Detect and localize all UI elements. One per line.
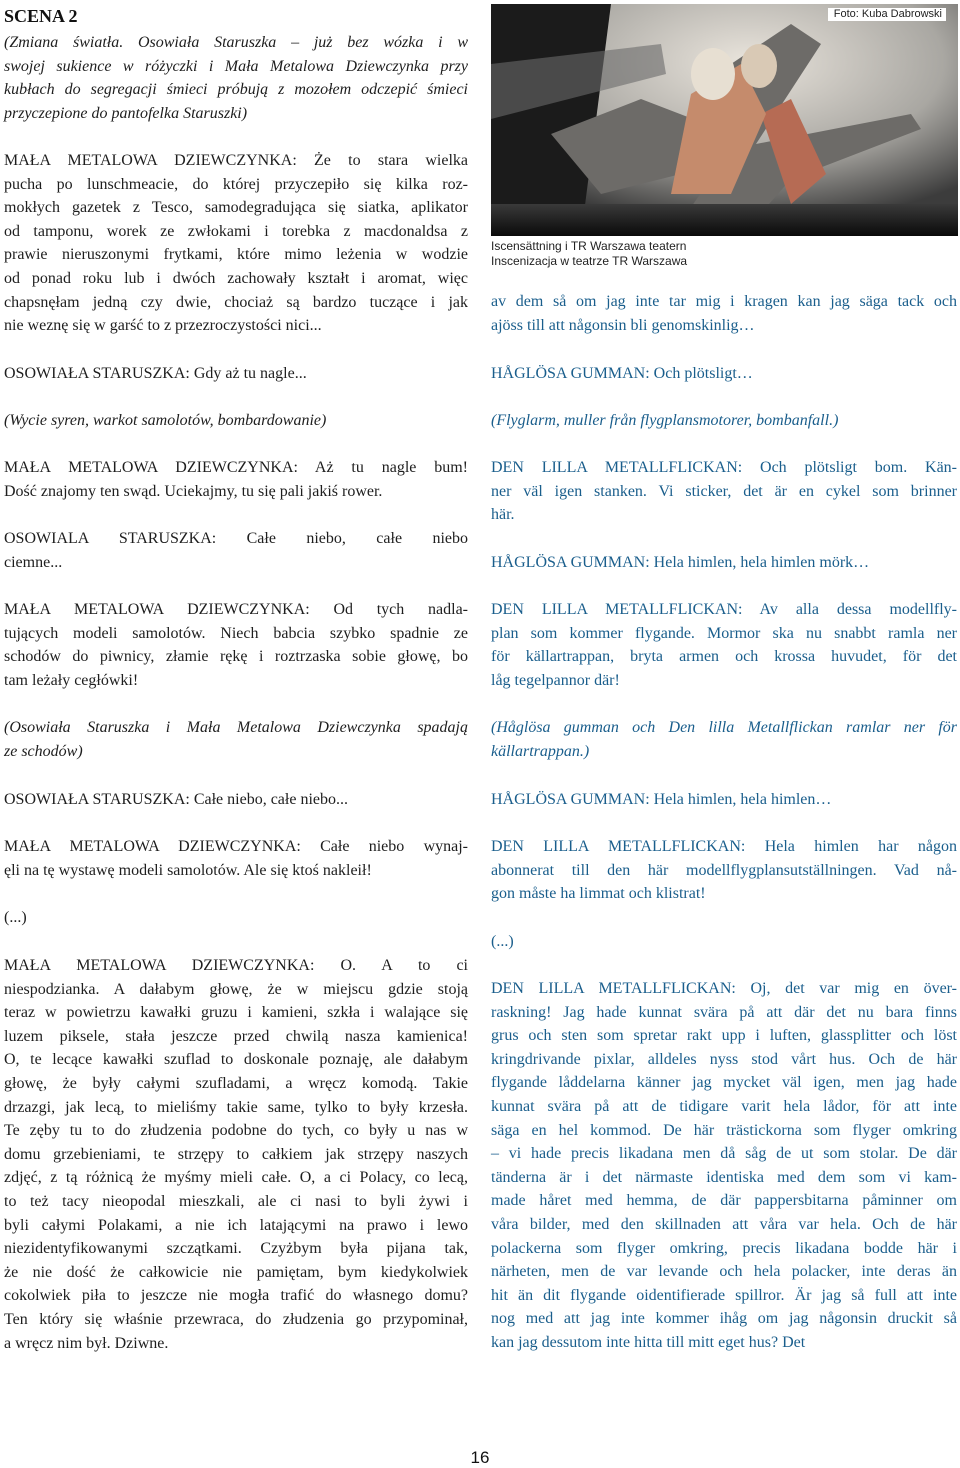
scene-title: SCENA 2 <box>4 6 78 26</box>
text-line: ęli na tę wystawę modeli samolotów. Ale się ktoś nakleił! <box>4 861 372 879</box>
text-line: ajöss till att någonsin bli genomskinlig… <box>491 316 755 334</box>
photo-caption-swedish: Iscensättning i TR Warszawa teatern <box>491 239 687 253</box>
text-line: OSOWIAŁA STARUSZKA: Całe niebo, całe niebo... <box>4 791 348 808</box>
text-line: raskning! Jag hade kunnat svära på att där det nu bara finns <box>491 1003 957 1021</box>
text-line: domu grzebieniami, te strzępy to całkiem jak strzępy naszych <box>4 1145 468 1163</box>
text-line: (Håglösa gumman och Den lilla Metallflickan ramlar ner för <box>491 719 957 736</box>
paragraph <box>4 906 468 930</box>
paragraph <box>491 930 957 954</box>
text-line: säga en hel kommod. De här trästickorna som flyger omkring <box>491 1121 957 1139</box>
paragraph <box>491 788 957 812</box>
paragraph <box>4 716 468 763</box>
dialogue-old-woman-2 <box>4 527 468 574</box>
text-line: grus och sten som spretar rakt upp i luften, glassplitter och löst <box>491 1027 957 1045</box>
text-line: HÅGLÖSA GUMMAN: Hela himlen, hela himlen… <box>491 791 832 808</box>
text-line: a wręcz nim był. Dziwne. <box>4 1334 169 1352</box>
paragraph <box>491 409 957 433</box>
text-line: (...) <box>4 909 27 926</box>
ellipsis-1 <box>4 906 468 930</box>
text-line: av dem så om jag inte tar mig i kragen kan jag säga tack och <box>491 293 957 310</box>
text-line: HÅGLÖSA GUMMAN: Och plötsligt… <box>491 365 753 382</box>
text-line: niezidentyfikowanymi szczątkami. Czyżbym była pijana tak, <box>4 1240 468 1258</box>
text-line: Te zęby tu to do złudzenia podobne do tych, co były u nas w <box>4 1122 468 1140</box>
paragraph <box>4 598 468 692</box>
dialogue-old-woman-1 <box>4 362 468 386</box>
dialogue-gumman-2 <box>491 551 957 575</box>
paragraph <box>491 835 957 906</box>
paragraph <box>4 31 468 125</box>
dialogue-girl-1 <box>4 149 468 338</box>
text-line: OSOWIAŁA STARUSZKA: Gdy aż tu nagle... <box>4 365 307 382</box>
text-line: przyczepione do pantofelka Staruszki) <box>4 104 248 122</box>
text-line: HÅGLÖSA GUMMAN: Hela himlen, hela himlen mörk… <box>491 554 870 571</box>
text-line: (Flyglarm, muller från flygplansmotorer, bombanfall.) <box>491 412 839 429</box>
text-line: tujących modeli samolotów. Niech babcia szybko spadnie ze <box>4 624 468 642</box>
dialogue-girl-5 <box>4 954 468 1355</box>
paragraph <box>491 598 957 692</box>
dialogue-girl-2 <box>4 456 468 503</box>
stage-direction-1 <box>4 31 468 125</box>
text-line: teraz w powietrzu kawałki gruzu i kamieni, szkła i walające się <box>4 1004 468 1022</box>
text-line: (Zmiana światła. Osowiała Staruszka – już bez wózka i w <box>4 34 468 51</box>
dialogue-continuation-sv <box>491 290 957 337</box>
dialogue-girl-4 <box>4 835 468 882</box>
text-line: DEN LILLA METALLFLICKAN: Oj, det var mig en över- <box>491 980 957 997</box>
text-line: polackerna som flyger omkring, precis likadana bodde här i <box>491 1239 957 1257</box>
paragraph <box>491 290 957 337</box>
text-line: nog med att jag inte kommer ihåg om jag någonsin druckit så <box>491 1310 957 1328</box>
text-line: kringdrivande pixlar, alldeles nyss stod vårt hus. Och de här <box>491 1050 957 1068</box>
text-line: OSOWIALA STARUSZKA: Całe niebo, całe niebo <box>4 530 468 547</box>
paragraph <box>4 149 468 338</box>
text-line: här. <box>491 506 515 524</box>
text-line: MAŁA METALOWA DZIEWCZYNKA: O. A to ci <box>4 957 468 974</box>
stage-direction-sv-1 <box>491 409 957 433</box>
stage-direction-sv-2 <box>491 716 957 763</box>
paragraph <box>4 527 468 574</box>
text-line: källartrappan.) <box>491 742 590 760</box>
dialogue-gumman-3 <box>491 788 957 812</box>
text-line: tam leżały cegłówki! <box>4 671 139 689</box>
text-line: (...) <box>491 933 514 950</box>
dialogue-girl-3 <box>4 598 468 692</box>
text-line: närheten, men de var levande och hela polacker, inte deras än <box>491 1263 957 1281</box>
text-line: cokolwiek piła to jeszcze nie mogła trafić do własnego domu? <box>4 1287 468 1305</box>
text-line: låg tegelpannor där! <box>491 671 620 689</box>
text-line: tänderna är i det närmaste identiska med dem som vi kam- <box>491 1168 957 1186</box>
text-line: schodów do piwnicy, złamie rękę i roztrzaska sobie głowę, bo <box>4 648 468 666</box>
text-line: nie weznę się w garść to z przezroczystości nici... <box>4 317 322 335</box>
paragraph <box>491 456 957 527</box>
text-line: made håret med hemma, de där pappersbitarna påminner om <box>491 1192 957 1210</box>
dialogue-old-woman-3 <box>4 788 468 812</box>
text-line: – vi hade precis likadana men då såg de ut som stolar. De där <box>491 1145 957 1163</box>
text-line: ze schodów) <box>4 742 83 760</box>
text-line: prawie nieruszonymi frytkami, które mimo leżenia w wodzie <box>4 246 468 264</box>
paragraph <box>491 362 957 386</box>
paragraph <box>4 362 468 386</box>
text-line: (Osowiała Staruszka i Mała Metalowa Dziewczynka spadają <box>4 719 468 736</box>
text-line: (Wycie syren, warkot samolotów, bombardowanie) <box>4 412 327 429</box>
text-line: zdjęć, z tą różnicą że myśmy mieli całe. O, a ci Polacy, co lecą, <box>4 1169 468 1187</box>
paragraph <box>4 409 468 433</box>
text-line: våra bilder, med den skillnaden att våra var hela. Och de här <box>491 1215 957 1233</box>
text-line: kubłach do segregacji śmieci próbują z mozołem odczepić śmieci <box>4 81 468 99</box>
text-line: od tamponu, worek ze zwłokami i torebka z macdonaldsa z <box>4 222 468 240</box>
text-line: niespodzianka. A dałabym głowę, że w miejscu gdzie stoją <box>4 980 468 998</box>
dialogue-flickan-3 <box>491 835 957 906</box>
text-line: mokłych gazetek z Tesco, samodegradująca się siatka, aplikator <box>4 199 468 217</box>
dialogue-flickan-2 <box>491 598 957 692</box>
text-line: plan som kommer flygande. Mormor ska nu snabbt ramla ner <box>491 624 957 642</box>
text-line: MAŁA METALOWA DZIEWCZYNKA: Od tych nadla- <box>4 601 468 618</box>
paragraph <box>4 954 468 1355</box>
text-line: kunnat svära på att de tidigare varit hela lådor, för att inte <box>491 1097 957 1115</box>
paragraph <box>4 456 468 503</box>
text-line: ciemne... <box>4 553 63 571</box>
text-line: kan jag dessutom inte hitta till mitt eget hus? Det <box>491 1333 806 1351</box>
text-line: Dość znajomy ten swąd. Uciekajmy, tu się pali jakiś rower. <box>4 482 383 500</box>
dialogue-flickan-1 <box>491 456 957 527</box>
text-line: flygande låddelarna känner jag mycket väl igen, men jag hade <box>491 1074 957 1092</box>
stage-direction-2 <box>4 409 468 433</box>
stage-direction-3 <box>4 716 468 763</box>
text-line: gon måste ha limmat och klistrat! <box>491 885 706 903</box>
text-line: luzem piksele, stała jeszcze przed chwilą nasza kamienica! <box>4 1027 468 1045</box>
text-line: Ten który się właśnie przewraca, do złudzenia go przypominał, <box>4 1310 468 1328</box>
polish-text <box>4 0 468 1440</box>
text-line: DEN LILLA METALLFLICKAN: Hela himlen har någon <box>491 838 957 855</box>
ellipsis-sv-1 <box>491 930 957 954</box>
text-line: swojej sukience w różyczki i Mała Metalowa Dziewczynka przy <box>4 57 468 75</box>
dialogue-gumman-1 <box>491 362 957 386</box>
text-line: chapsnęłam jedną czy dwie, chociaż są bardzo tuczące i jak <box>4 293 468 311</box>
swedish-text <box>491 0 957 1440</box>
text-line: pucha po lunschmeacie, do której przyczepiło się kilka roz- <box>4 175 468 193</box>
text-line: abonnerat till den här modellflygplansutställningen. Vad nå- <box>491 861 957 879</box>
text-line: DEN LILLA METALLFLICKAN: Och plötsligt bom. Kän- <box>491 459 957 476</box>
text-line: ner väl igen stanken. Vi sticker, det är en cykel som brinner <box>491 482 957 500</box>
photo-caption-polish: Inscenizacja w teatrze TR Warszawa <box>491 254 688 268</box>
text-line: DEN LILLA METALLFLICKAN: Av alla dessa modellfly- <box>491 601 957 618</box>
paragraph <box>491 716 957 763</box>
page-number: 16 <box>470 1448 490 1467</box>
text-line: byli całymi Polakami, a nie ich latającymi na prawo i lewo <box>4 1216 468 1234</box>
paragraph <box>4 835 468 882</box>
text-line: to też tacy nieopodal mieszkali, ale ci nasi to byli żywi i <box>4 1192 468 1210</box>
text-line: że nie dość że całkowicie nie pamiętam, bym kiedykolwiek <box>4 1263 468 1281</box>
text-line: för källartrappan, bryta armen och krossa huvudet, för det <box>491 648 957 666</box>
text-line: MAŁA METALOWA DZIEWCZYNKA: Aż tu nagle bum! <box>4 459 468 476</box>
photo-credit: Foto: Kuba Dabrowski <box>828 8 946 21</box>
dialogue-flickan-4 <box>491 977 957 1355</box>
text-line: MAŁA METALOWA DZIEWCZYNKA: Całe niebo wynaj- <box>4 838 468 855</box>
paragraph <box>491 977 957 1355</box>
text-line: głowę, że były całymi szufladami, a wręcz komodą. Takie <box>4 1074 468 1092</box>
text-line: hit än dit flygande oidentifierade spillror. Är jag så full att inte <box>491 1286 957 1304</box>
text-line: od ponad roku lub i dwóch zachowały kształt i aromat, więc <box>4 269 468 287</box>
paragraph <box>4 788 468 812</box>
text-line: drzazgi, jak lecą, to mieliśmy takie same, tylko to były krzesła. <box>4 1098 468 1116</box>
text-line: MAŁA METALOWA DZIEWCZYNKA: Że to stara wielka <box>4 152 468 169</box>
text-line: O, te lecące kawałki szuflad to doskonale poznaję, ale dałabym <box>4 1051 468 1069</box>
paragraph <box>491 551 957 575</box>
